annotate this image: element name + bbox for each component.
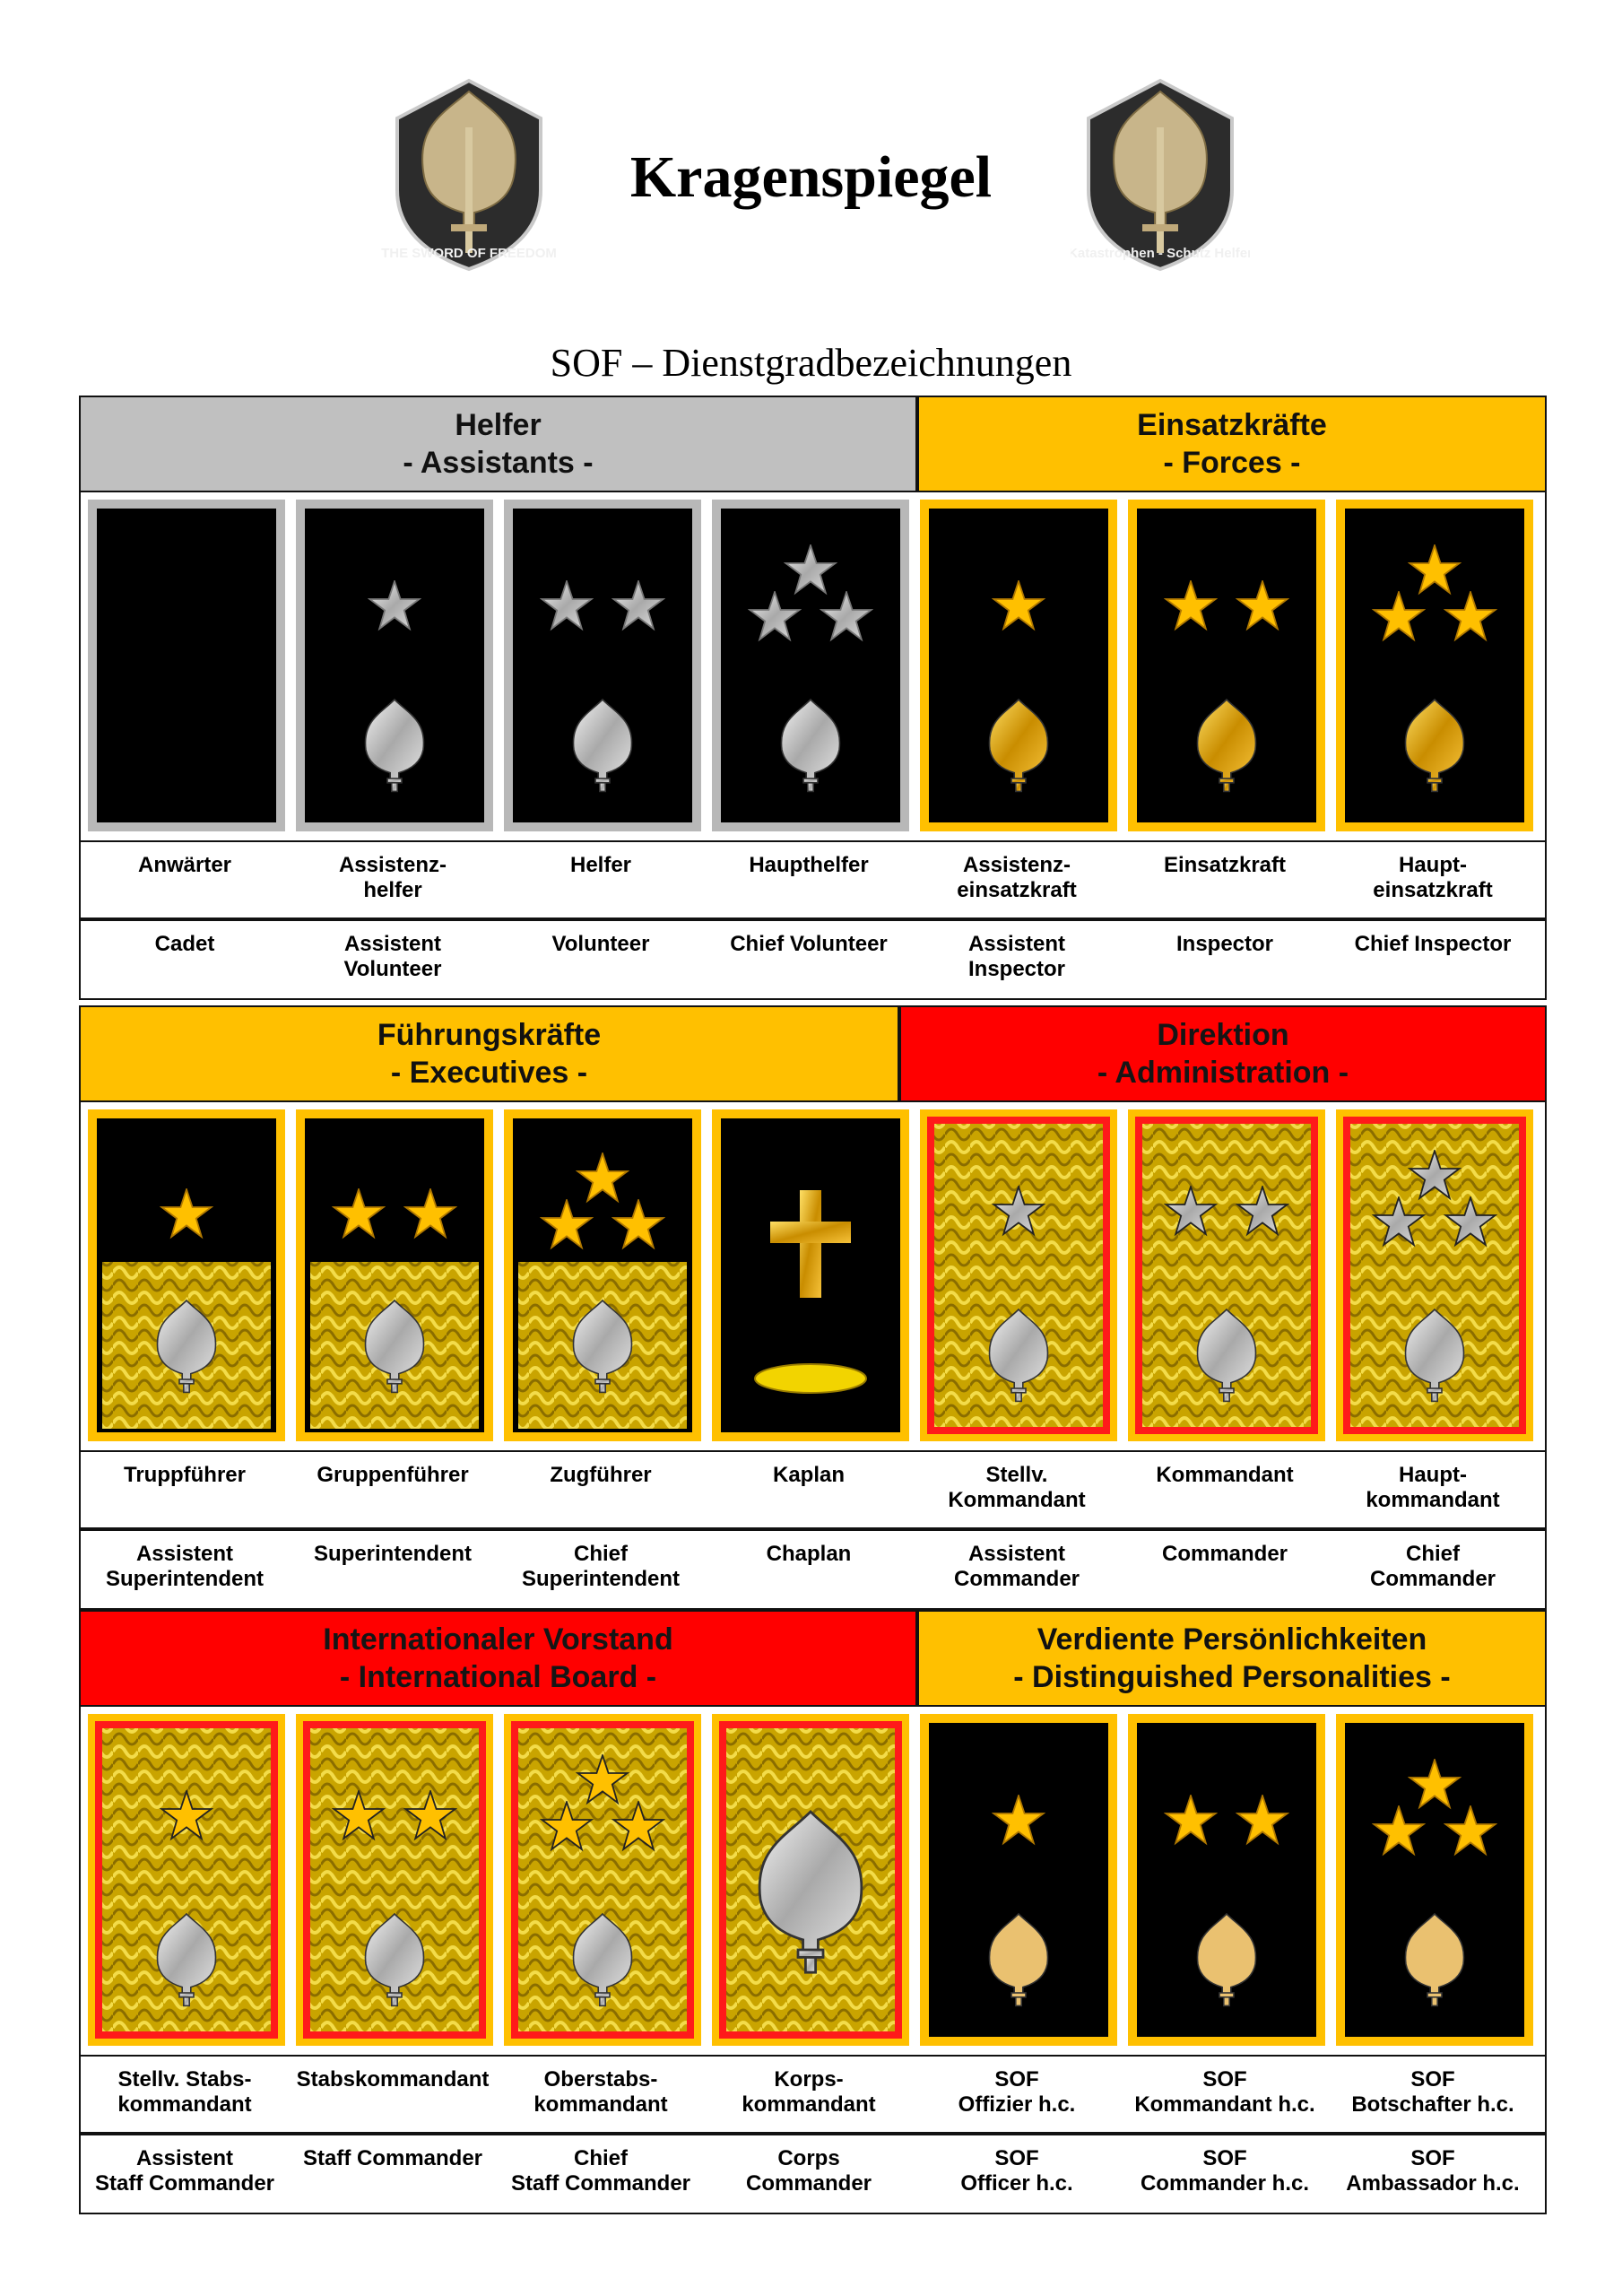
- collar-tab: [1128, 1714, 1325, 2046]
- header-einsatzkraefte: [917, 396, 1547, 492]
- rank-name-de: SOF Botschafter h.c.: [1351, 2067, 1514, 2117]
- rank-name-de: Einsatzkraft: [1163, 853, 1287, 877]
- rank-name-de: Kommandant: [1156, 1463, 1294, 1487]
- rank-name-en: Chaplan: [766, 1542, 852, 1566]
- svg-text:THE SWORD OF FREEDOM: THE SWORD OF FREEDOM: [381, 246, 557, 261]
- svg-text:Katastrophen - Schutz Helfer: Katastrophen - Schutz Helfer: [1071, 246, 1250, 261]
- header-direktion: [899, 1005, 1547, 1102]
- insignia-row: [79, 1102, 1547, 1452]
- header-title: Direktion: [1157, 1018, 1289, 1052]
- header-helfer: [79, 396, 917, 492]
- collar-tab: [1128, 1109, 1325, 1441]
- rank-name-de: Stellv. Stabs- kommandant: [117, 2067, 252, 2117]
- rank-name-de: Stellv. Kommandant: [948, 1463, 1086, 1512]
- rank-name-de: Kaplan: [772, 1463, 845, 1487]
- english-rank-row: [79, 1529, 1547, 1610]
- collar-tab: [296, 1109, 493, 1441]
- rank-name-de: SOF Offizier h.c.: [958, 2067, 1076, 2117]
- rank-name-de: Truppführer: [124, 1463, 246, 1487]
- header-subtitle: - Distinguished Personalities -: [1013, 1660, 1451, 1694]
- rank-name-en: Staff Commander: [302, 2146, 483, 2170]
- rank-name-en: Cadet: [154, 932, 215, 956]
- collar-tab: [504, 500, 701, 831]
- rank-name-de: Gruppenführer: [317, 1463, 469, 1487]
- rank-name-en: Chief Volunteer: [730, 932, 888, 956]
- rank-name-de: Helfer: [569, 853, 632, 877]
- rank-name-en: SOF Commander h.c.: [1140, 2146, 1310, 2196]
- collar-tab: [504, 1714, 701, 2046]
- rank-name-en: Assistent Superintendent: [105, 1542, 264, 1591]
- rank-name-de: Haupt- einsatzkraft: [1373, 853, 1493, 902]
- collar-tab: [1336, 1714, 1533, 2046]
- page-subtitle: SOF – Dienstgradbezeichnungen: [550, 341, 1072, 385]
- header-title: Helfer: [455, 408, 542, 442]
- rank-name-de: SOF Kommandant h.c.: [1134, 2067, 1315, 2117]
- english-rank-row: [79, 2134, 1547, 2214]
- rank-name-en: Chief Staff Commander: [510, 2146, 691, 2196]
- rank-name-de: Assistenz- einsatzkraft: [957, 853, 1077, 902]
- rank-name-en: Volunteer: [551, 932, 650, 956]
- collar-tab: [88, 1714, 285, 2046]
- page-title: Kragenspiegel: [629, 144, 993, 210]
- header-title: Einsatzkräfte: [1137, 408, 1327, 442]
- header-verdiente-persoenlichkeiten: [917, 1610, 1547, 1707]
- rank-name-de: Korps- kommandant: [742, 2067, 876, 2117]
- katastrophen-schutz-logo: [1071, 74, 1250, 275]
- header-internationaler-vorstand: [79, 1610, 917, 1707]
- rank-name-de: Haupt- kommandant: [1366, 1463, 1500, 1512]
- english-rank-row: [79, 919, 1547, 1000]
- rank-name-en: Superintendent: [313, 1542, 472, 1566]
- rank-name-en: Inspector: [1175, 932, 1274, 956]
- insignia-row: [79, 1707, 1547, 2057]
- collar-tab: [1336, 1109, 1533, 1441]
- collar-tab: [920, 1714, 1117, 2046]
- header-subtitle: - Forces -: [1163, 446, 1301, 480]
- german-rank-row: [79, 1452, 1547, 1529]
- rank-name-en: Corps Commander: [745, 2146, 872, 2196]
- collar-tab: [88, 500, 285, 831]
- rank-name-en: Assistent Volunteer: [343, 932, 442, 981]
- rank-name-en: Assistent Inspector: [967, 932, 1066, 981]
- header-fuehrungskraefte: [79, 1005, 899, 1102]
- collar-tab: [920, 1109, 1117, 1441]
- rank-name-en: Commander: [1161, 1542, 1288, 1566]
- german-rank-row: [79, 2057, 1547, 2134]
- rank-name-en: Assistent Staff Commander: [94, 2146, 275, 2196]
- insignia-row: [79, 492, 1547, 842]
- collar-tab: [712, 500, 909, 831]
- rank-name-de: Anwärter: [137, 853, 232, 877]
- german-rank-row: [79, 842, 1547, 919]
- rank-name-de: Oberstabs- kommandant: [533, 2067, 668, 2117]
- rank-name-de: Zugführer: [550, 1463, 652, 1487]
- oak-leaves-icon: [755, 1364, 866, 1393]
- collar-tab: [88, 1109, 285, 1441]
- collar-tab: [296, 1714, 493, 2046]
- rank-name-en: Chief Commander: [1369, 1542, 1496, 1591]
- header-subtitle: - International Board -: [339, 1660, 657, 1694]
- collar-tab: [920, 500, 1117, 831]
- collar-tab: [504, 1109, 701, 1441]
- header-title: Internationaler Vorstand: [323, 1622, 673, 1657]
- header-subtitle: - Assistants -: [403, 446, 594, 480]
- rank-name-en: Chief Superintendent: [521, 1542, 680, 1591]
- collar-tab: [296, 500, 493, 831]
- rank-name-en: SOF Ambassador h.c.: [1346, 2146, 1520, 2196]
- header-title: Verdiente Persönlichkeiten: [1037, 1622, 1427, 1657]
- rank-name-en: Assistent Commander: [953, 1542, 1080, 1591]
- rank-name-de: Stabskommandant: [296, 2067, 490, 2092]
- rank-name-de: Assistenz- helfer: [338, 853, 447, 902]
- header-subtitle: - Executives -: [390, 1056, 588, 1090]
- header-title: Führungskräfte: [377, 1018, 602, 1052]
- collar-tab: [1128, 500, 1325, 831]
- header-subtitle: - Administration -: [1097, 1056, 1349, 1090]
- collar-tab: [712, 1109, 909, 1441]
- rank-name-en: Chief Inspector: [1354, 932, 1512, 956]
- rank-name-en: SOF Officer h.c.: [960, 2146, 1073, 2196]
- collar-tab: [1336, 500, 1533, 831]
- rank-name-de: Haupthelfer: [749, 853, 869, 877]
- collar-tab: [712, 1714, 909, 2046]
